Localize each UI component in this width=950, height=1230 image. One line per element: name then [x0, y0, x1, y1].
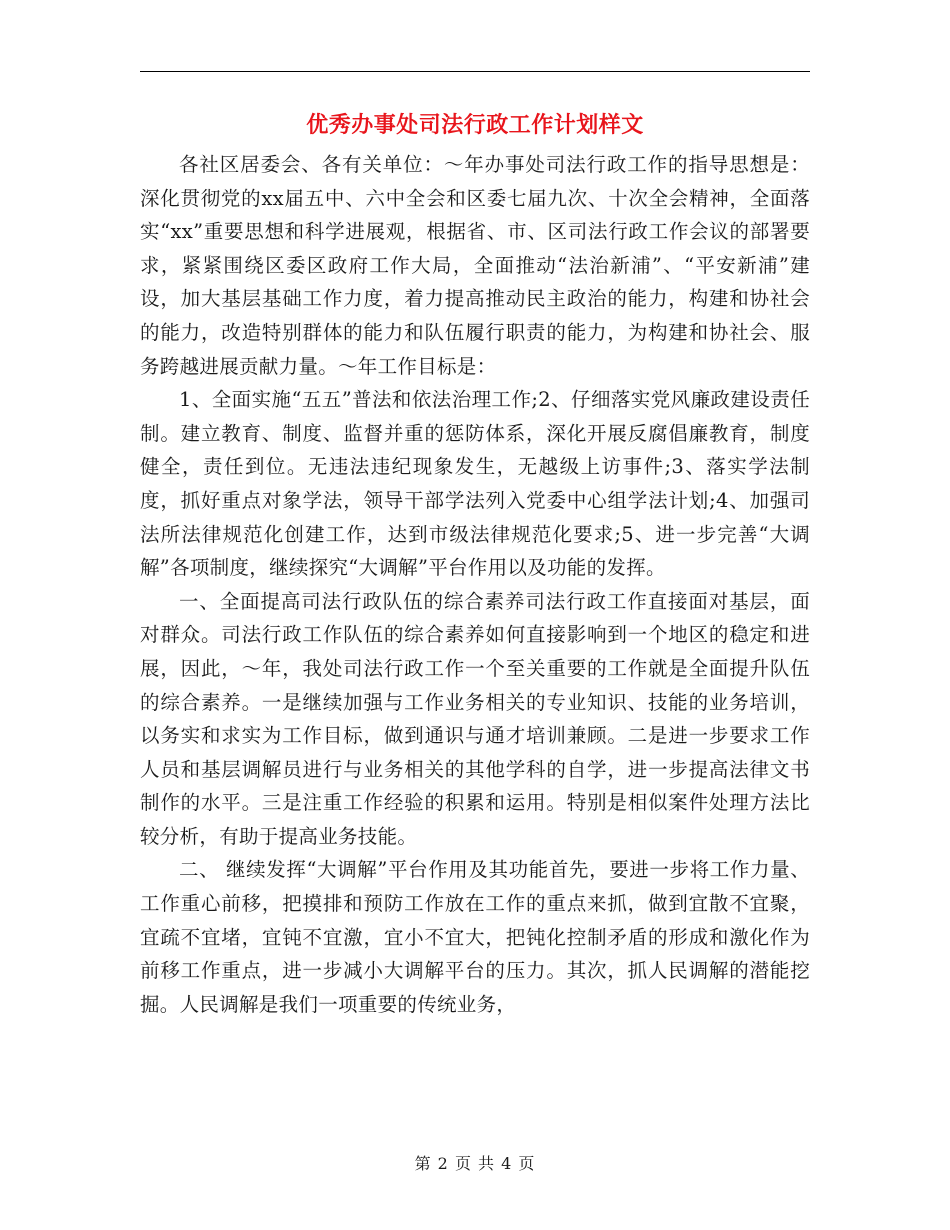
- paragraph-goals: 1、全面实施“五五”普法和依法治理工作;2、仔细落实党风廉政建设责任制。建立教育、制度、监督并重的惩防体系，深化开展反腐倡廉教育，制度健全，责任到位。无违法违纪现象发生，无越级上访事件;3、落实学法制度，抓好重点对象学法，领导干部学法列入党委中心组学法计划;4、加强司法所法律规范化创建工作，达到市级法律规范化要求;5、进一步完善“大调解”各项制度，继续探究“大调解”平台作用以及功能的发挥。: [140, 388, 810, 580]
- document-title: 优秀办事处司法行政工作计划样文: [306, 112, 644, 138]
- page-number: 第 2 页 共 4 页: [414, 1154, 536, 1173]
- header-rule: [140, 71, 810, 72]
- document-body: [140, 148, 810, 1021]
- paragraph-intro: 各社区居委会、各有关单位：～年办事处司法行政工作的指导思想是：深化贯彻党的xx届五中、六中全会和区委七届九次、十次全会精神，全面落实“xx”重要思想和科学进展观，根据省、市、区司法行政工作会议的部署要求，紧紧围绕区委区政府工作大局，全面推动“法治新浦”、“平安新浦”建设，加大基层基础工作力度，着力提高推动民主政治的能力，构建和协社会的能力，改造特别群体的能力和队伍履行职责的能力，为构建和协社会、服务跨越进展贡献力量。～年工作目标是：: [140, 153, 810, 378]
- paragraph-section-two: 二、 继续发挥“大调解”平台作用及其功能首先，要进一步将工作力量、工作重心前移，把摸排和预防工作放在工作的重点来抓，做到宜散不宜聚，宜疏不宜堵，宜钝不宜激，宜小不宜大，把钝化控制矛盾的形成和激化作为前移工作重点，进一步减小大调解平台的压力。其次，抓人民调解的潜能挖掘。人民调解是我们一项重要的传统业务，: [140, 858, 810, 1016]
- paragraph-section-one: 一、全面提高司法行政队伍的综合素养司法行政工作直接面对基层，面对群众。司法行政工作队伍的综合素养如何直接影响到一个地区的稳定和进展，因此，～年，我处司法行政工作一个至关重要的工作就是全面提升队伍的综合素养。一是继续加强与工作业务相关的专业知识、技能的业务培训，以务实和求实为工作目标，做到通识与通才培训兼顾。二是进一步要求工作人员和基层调解员进行与业务相关的其他学科的自学，进一步提高法律文书制作的水平。三是注重工作经验的积累和运用。特别是相似案件处理方法比较分析，有助于提高业务技能。: [140, 589, 810, 848]
